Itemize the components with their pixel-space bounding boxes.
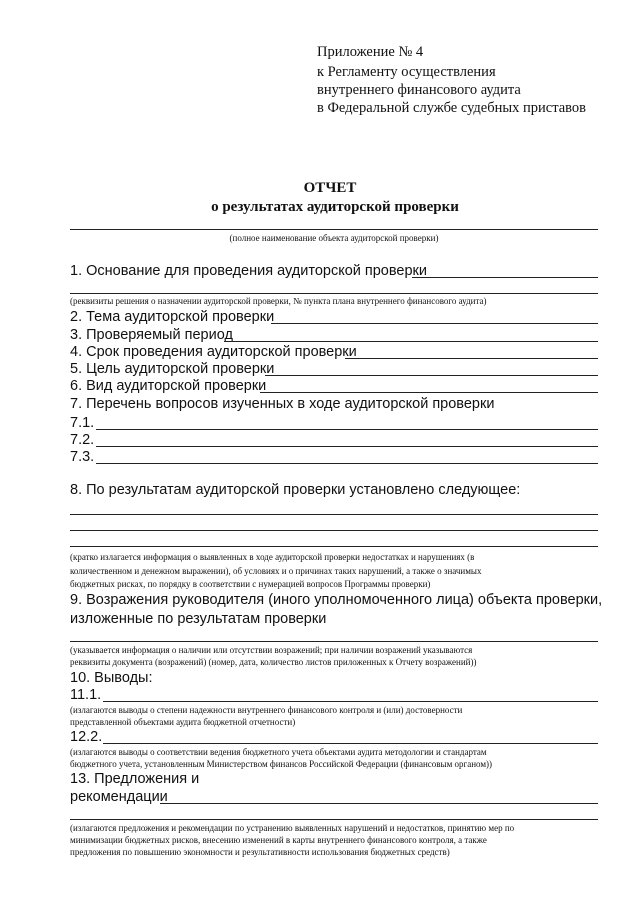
item-13-label-line-2: рекомендации <box>70 789 168 805</box>
item-6-label: 6. Вид аудиторской проверки <box>70 378 267 394</box>
item-13-note-line-2: минимизации бюджетных рисков, внесению изменений в карты внутреннего финансового контроля, а также <box>70 835 487 845</box>
item-8-note-line-1: (кратко излагается информация о выявленных в ходе аудиторской проверки недостатках и нарушениях (в <box>70 552 475 562</box>
item-7-1-label: 7.1. <box>70 415 95 431</box>
item-4-label: 4. Срок проведения аудиторской проверки <box>70 344 357 360</box>
appendix-reference-line-1: к Регламенту осуществления <box>317 64 496 80</box>
item-1-field-line-2[interactable] <box>70 293 598 294</box>
item-13-note-line-1: (излагаются предложения и рекомендации по устранению выявленных нарушений и недостатков, принятию мер по <box>70 823 515 833</box>
item-10-label: 10. Выводы: <box>70 670 153 686</box>
item-8-note-line-2: количественном и денежном выражении), об условиях и о причинах таких нарушений, а также о значимых <box>70 566 482 576</box>
item-7-3-field[interactable] <box>96 463 598 464</box>
item-13-field-line-2[interactable] <box>70 819 598 820</box>
item-8-note-line-3: бюджетных рисках, по порядку в соответствии с нумерацией вопросов Программы проверки) <box>70 579 431 589</box>
item-2-field[interactable] <box>271 323 598 324</box>
item-12-2-note-line-1: (излагаются выводы о соответствии ведения бюджетного учета объектами аудита методологии и стандартам <box>70 747 487 757</box>
item-9-label-line-1: 9. Возражения руководителя (иного уполномоченного лица) объекта проверки, <box>70 592 603 608</box>
appendix-reference-line-3: в Федеральной службе судебных приставов <box>317 100 586 116</box>
item-12-2-note-line-2: бюджетного учета, установленным Министерством финансов Российской Федерации (финансовым органом)) <box>70 759 493 769</box>
item-5-field[interactable] <box>265 375 598 376</box>
appendix-reference-line-2: внутреннего финансового аудита <box>317 82 521 98</box>
item-12-2-label: 12.2. <box>70 729 103 745</box>
item-13-field[interactable] <box>160 803 598 804</box>
item-7-2-label: 7.2. <box>70 432 95 448</box>
item-2-label: 2. Тема аудиторской проверки <box>70 309 275 325</box>
item-8-field-line-2[interactable] <box>70 530 598 531</box>
item-11-1-note-line-2: представленной объектами аудита бюджетной отчетности) <box>70 717 296 727</box>
item-7-label: 7. Перечень вопросов изученных в ходе аудиторской проверки <box>70 396 495 412</box>
item-12-2-field[interactable] <box>103 743 598 744</box>
item-6-field[interactable] <box>260 392 598 393</box>
item-11-1-field[interactable] <box>103 701 598 702</box>
document-subtitle: о результатах аудиторской проверки <box>211 199 459 215</box>
item-7-2-field[interactable] <box>96 446 598 447</box>
item-1-label: 1. Основание для проведения аудиторской проверки <box>70 263 427 279</box>
item-1-note: (реквизиты решения о назначении аудиторской проверки, № пункта плана внутреннего финансового аудита) <box>70 296 487 306</box>
item-3-field[interactable] <box>224 341 598 342</box>
item-13-label-line-1: 13. Предложения и <box>70 771 200 787</box>
item-13-note-line-3: предложения по повышению экономности и результативности использования бюджетных средств) <box>70 847 450 857</box>
object-name-line <box>70 229 598 230</box>
item-8-field-line-3[interactable] <box>70 546 598 547</box>
object-name-note: (полное наименование объекта аудиторской проверки) <box>229 233 439 243</box>
item-8-field-line-1[interactable] <box>70 514 598 515</box>
item-9-note-line-2: реквизиты документа (возражений) (номер, дата, количество листов приложенных к Отчету возражений)) <box>70 657 477 667</box>
item-4-field[interactable] <box>345 358 598 359</box>
item-11-1-note-line-1: (излагаются выводы о степени надежности внутреннего финансового контроля и (или) достоверности <box>70 705 463 715</box>
item-7-3-label: 7.3. <box>70 449 95 465</box>
item-5-label: 5. Цель аудиторской проверки <box>70 361 275 377</box>
item-1-field[interactable] <box>412 277 598 278</box>
item-9-note-line-1: (указывается информация о наличии или отсутствии возражений; при наличии возражений указываются <box>70 645 473 655</box>
appendix-number: Приложение № 4 <box>317 44 424 60</box>
item-3-label: 3. Проверяемый период <box>70 327 233 343</box>
item-9-field[interactable] <box>70 641 598 642</box>
item-9-label-line-2: изложенные по результатам проверки <box>70 611 327 627</box>
item-11-1-label: 11.1. <box>70 687 102 703</box>
document-title: ОТЧЕТ <box>303 180 357 196</box>
item-7-1-field[interactable] <box>96 429 598 430</box>
item-8-label: 8. По результатам аудиторской проверки установлено следующее: <box>70 482 521 498</box>
